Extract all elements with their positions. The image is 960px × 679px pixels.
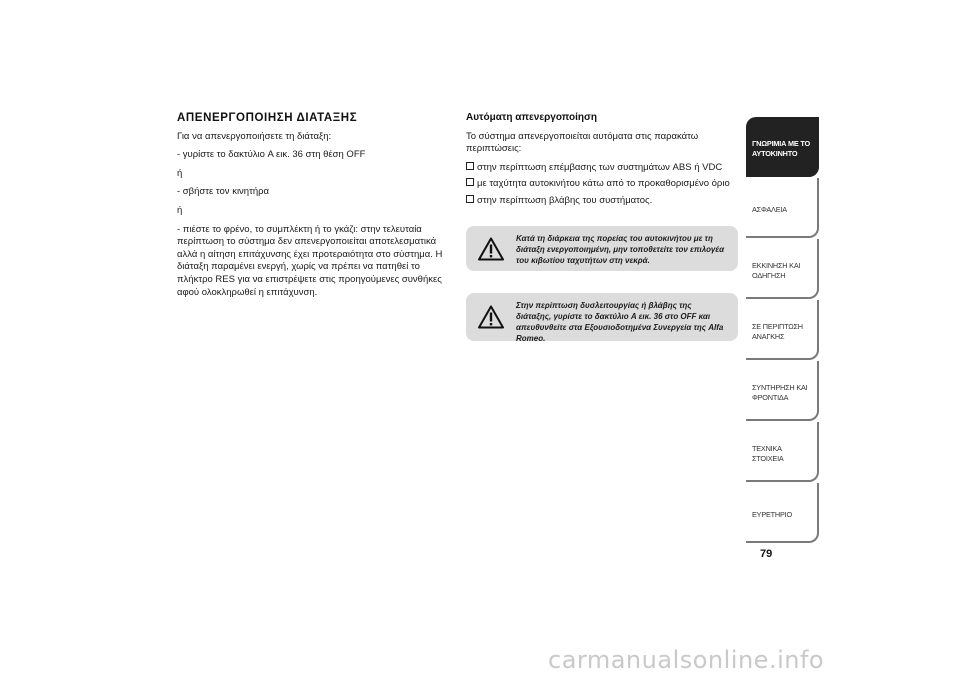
warning-triangle-icon [478,306,504,329]
right-column [466,112,738,212]
tab-index[interactable]: ΕΥΡΕΤΗΡΙΟ [746,483,819,543]
checkbox-bullet-icon [466,195,474,203]
section-title: ΑΠΕΝΕΡΓΟΠΟΙΗΣΗ ΔΙΑΤΑΞΗΣ [177,112,358,124]
tab-maintenance[interactable]: ΣΥΝΤΗΡΗΣΗ ΚΑΙ ΦΡΟΝΤΙΔΑ [746,361,819,421]
warning-text: Κατά τη διάρκεια της πορείας του αυτοκινήτου με τη διάταξη ενεργοποιημένη, μην τοποθετείτε τον επιλογέα του κιβωτίου ταχυτήτων στη νεκρά. [516,234,725,265]
tab-getting-to-know[interactable]: ΓΝΩΡΙΜΙΑ ΜΕ ΤΟ ΑΥΤΟΚΙΝΗΤΟ [746,117,819,177]
tab-technical-data[interactable]: ΤΕΧΝΙΚΑ ΣΤΟΙΧΕΙΑ [746,422,819,482]
subsection-title: Αυτόματη απενεργοποίηση [466,112,597,123]
step-1: - γυρίστε το δακτύλιο A εικ. 36 στη θέση OFF [177,149,366,161]
warning-box-neutral [466,226,738,271]
list-item: στην περίπτωση επέμβασης των συστημάτων ABS ή VDC [466,162,738,175]
warning-triangle-icon [478,237,504,260]
intro-text: Για να απενεργοποιήσετε τη διάταξη: [177,130,332,142]
checkbox-bullet-icon [466,178,474,186]
step-2: - σβήστε τον κινητήρα [177,186,270,198]
left-column [177,112,457,305]
step-3: - πιέστε το φρένο, το συμπλέκτη ή το γκάζι: στην τελευταία περίπτωση το σύστημα δεν απενεργοποιείται αποτελεσματικά αλλά η αίτηση επιτάχυνσης έχει προτεραιότητα στο σύστημα. Η διάταξη παραμένει ενεργή, χωρίς να πρέπει να πατηθεί το πλήκτρο RES για να επιστρέψετε στις προηγούμενες συνθήκες αφού ολοκληρωθεί η επιτάχυνση. [177,223,443,298]
tab-starting-driving[interactable]: ΕΚΚΙΝΗΣΗ ΚΑΙ ΟΔΗΓΗΣΗ [746,239,819,299]
list-item: στην περίπτωση βλάβης του συστήματος. [466,195,738,208]
warning-text: Στην περίπτωση δυσλειτουργίας ή βλάβης της διάταξης, γυρίστε το δακτύλιο A εικ. 36 στο OFF και απευθυνθείτε στα Εξουσιοδοτημένα Συνεργεία της Alfa Romeo. [516,301,724,343]
tab-safety[interactable]: ΑΣΦΑΛΕΙΑ [746,178,819,238]
tab-emergency[interactable]: ΣΕ ΠΕΡΙΠΤΩΣΗ ΑΝΑΓΚΗΣ [746,300,819,360]
checkbox-bullet-icon [466,162,474,170]
page-number: 79 [760,548,773,560]
or-1: ή [177,167,183,179]
chapter-tabs [746,117,819,544]
list-item: με ταχύτητα αυτοκινήτου κάτω από το προκαθορισμένο όριο [466,178,738,191]
or-2: ή [177,204,183,216]
warning-box-malfunction [466,293,738,341]
auto-intro: Το σύστημα απενεργοποιείται αυτόματα στις παρακάτω περιπτώσεις: [466,130,699,155]
watermark: carmanualsonline.info [548,646,825,674]
